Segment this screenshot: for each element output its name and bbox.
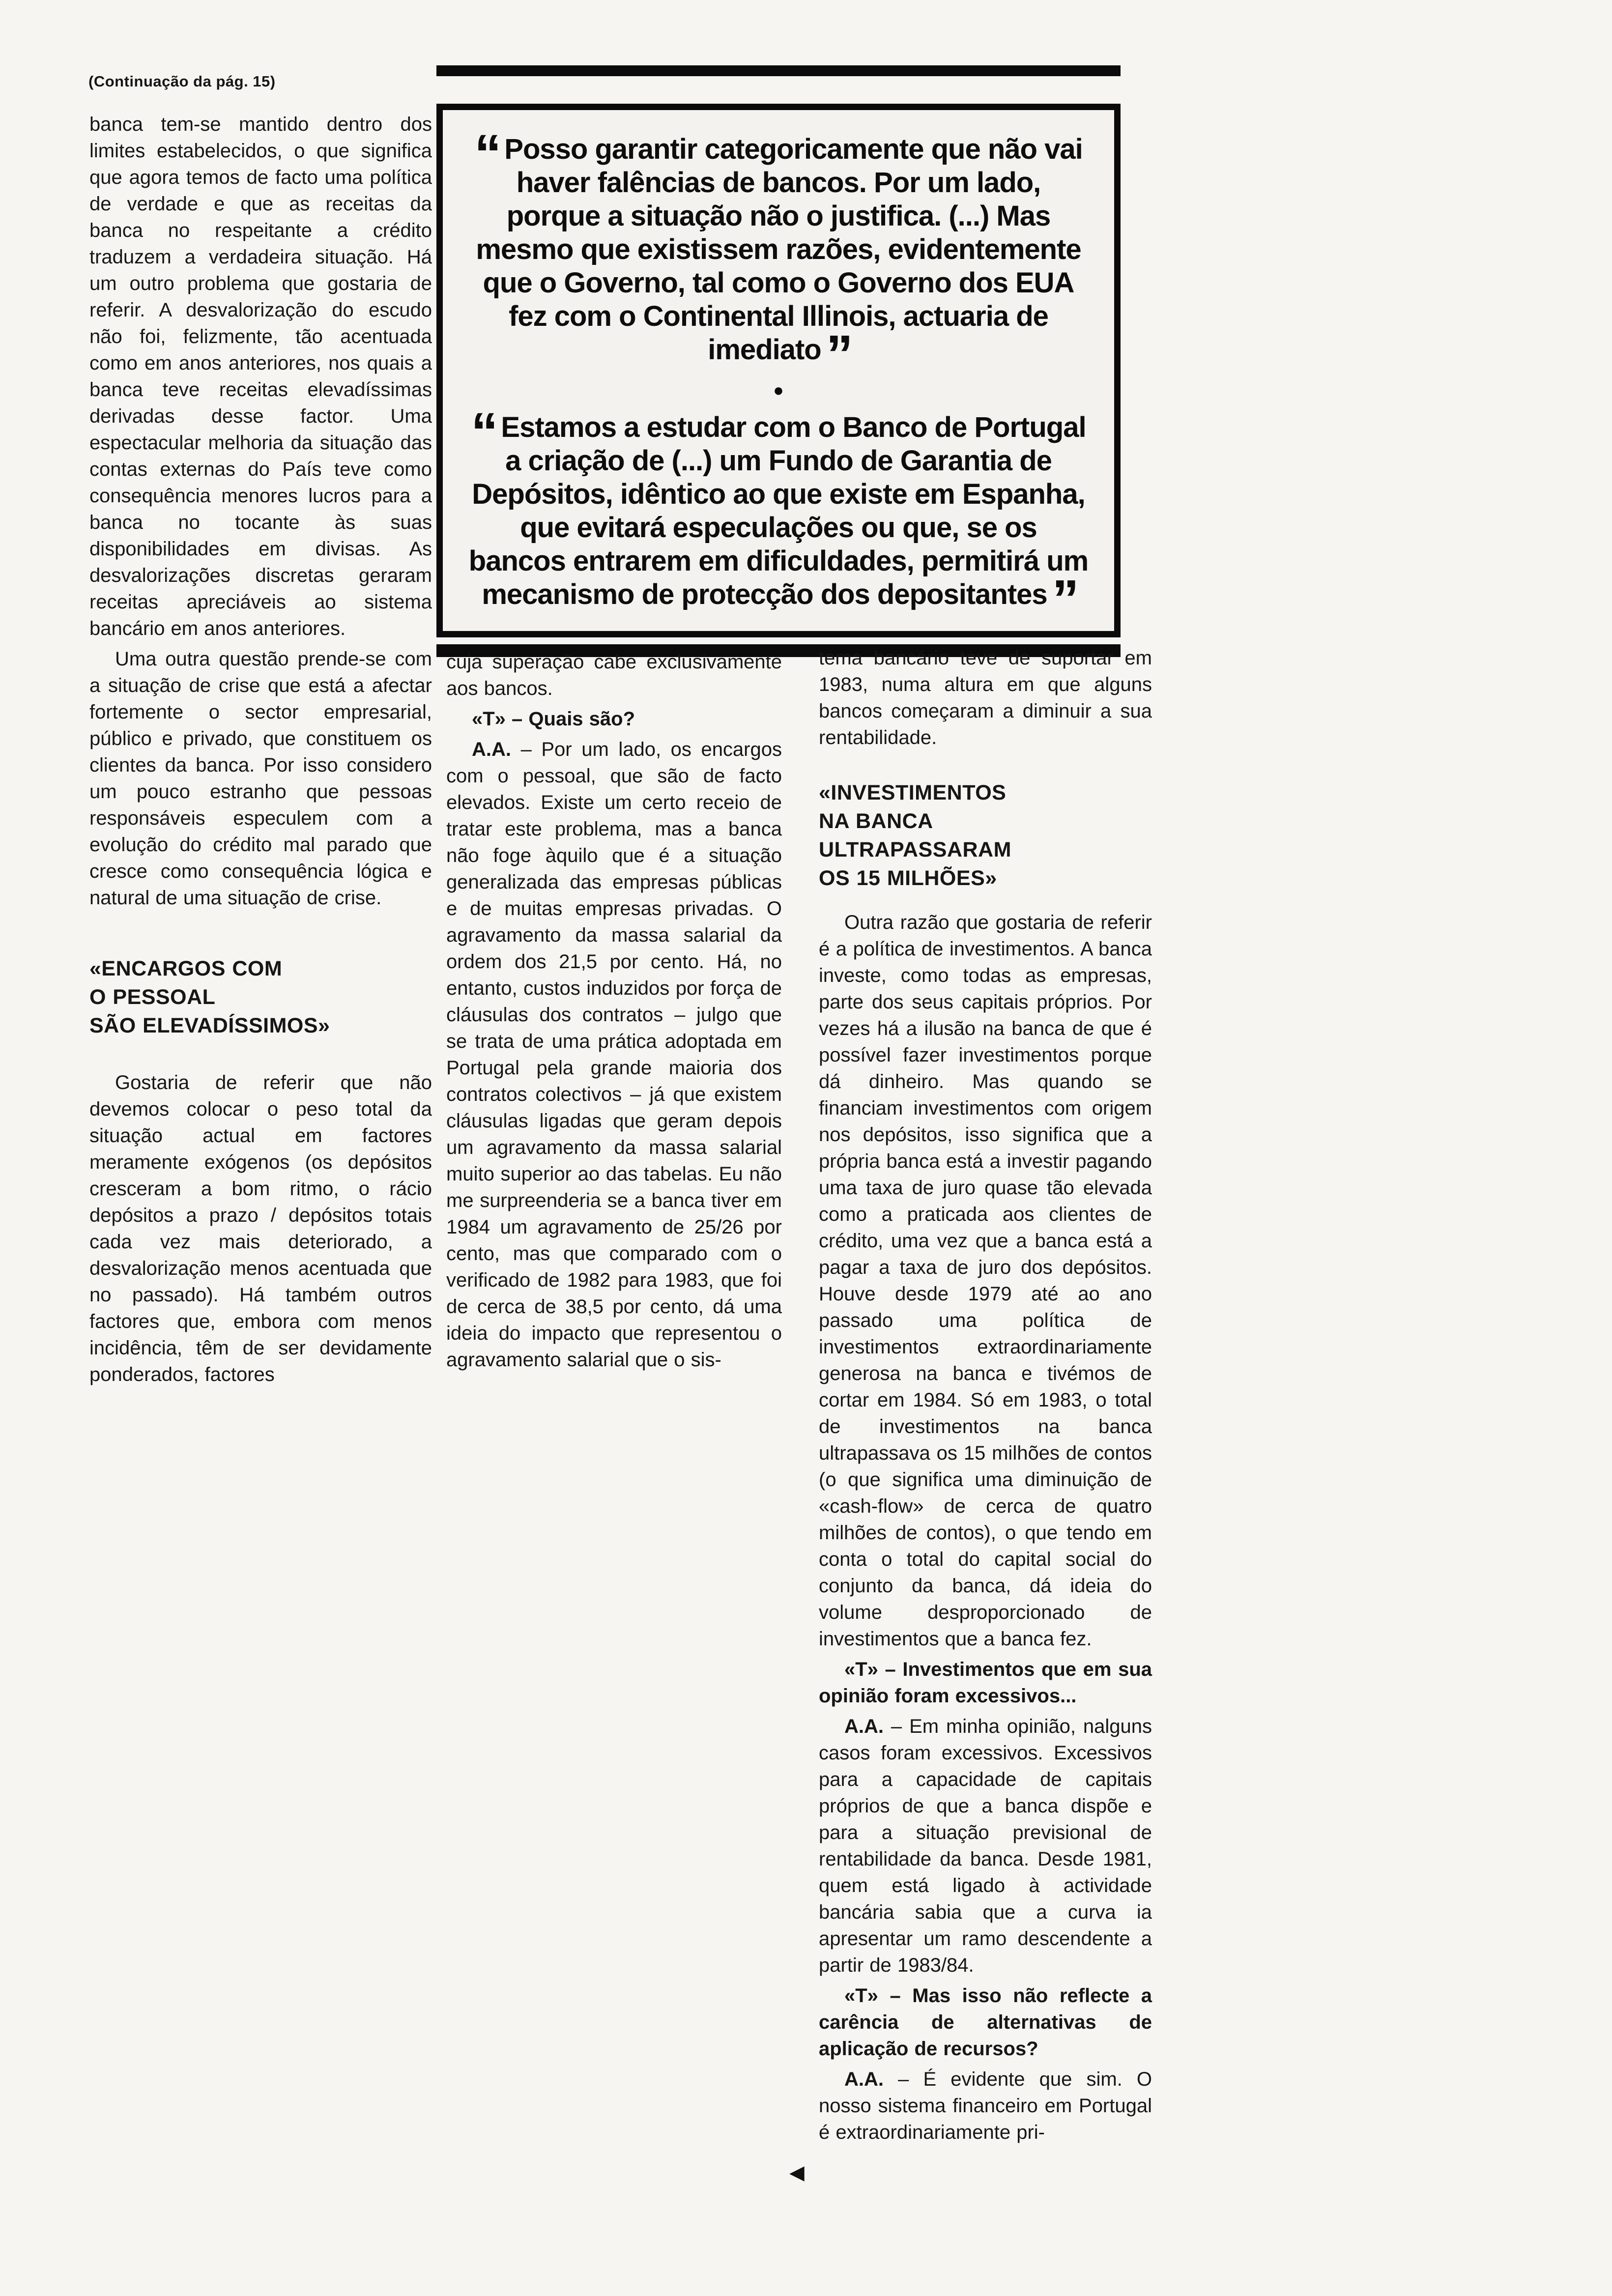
pull-quote-1: [468, 124, 1089, 385]
article-column-1: [89, 111, 432, 1388]
top-rule: [436, 65, 1121, 76]
interview-answer: A.A. – É evidente que sim. O nosso sistema financeiro em Portugal é extraordinariamente pri-: [819, 2068, 1152, 2143]
paragraph: cuja superação cabe exclusivamente aos bancos.: [446, 651, 782, 699]
section-heading: «INVESTIMENTOS NA BANCA ULTRAPASSARAM OS 15 MILHÕES»: [819, 781, 1011, 890]
end-of-article-marker: ◀: [789, 2162, 805, 2183]
speaker-label: A.A.: [844, 2068, 884, 2090]
open-quote-icon: “: [471, 402, 494, 462]
pull-quote-2-text: Estamos a estudar com o Banco de Portugal a criação de (...) um Fundo de Garantia de Depósitos, idêntico ao que existe em Espanha, que evitará especulações ou que, se os bancos entrarem em dificuldades, permitirá um mecanismo de protecção dos depositantes: [468, 411, 1089, 610]
quote-separator-icon: ●: [773, 380, 784, 400]
paragraph: tema bancário teve de suportar em 1983, numa altura em que alguns bancos começaram a diminuir a sua rentabilidade.: [819, 647, 1152, 748]
pull-quote-box: [436, 104, 1121, 637]
continuation-note: (Continuação da pág. 15): [88, 73, 276, 90]
article-column-2: [446, 649, 782, 1373]
paragraph: Uma outra questão prende-se com a situação de crise que está a afectar fortemente o sector empresarial, público e privado, que constituem os clientes da banca. Por isso considero um pouco estranho que pessoas responsáveis especulem com a evolução do crédito mal parado que cresce como consequência lógica e natural de uma situação de crise.: [89, 648, 432, 909]
interview-question: «T» – Investimentos que em sua opinião foram excessivos...: [819, 1659, 1152, 1707]
interview-answer: A.A. – Por um lado, os encargos com o pessoal, que são de facto elevados. Existe um certo receio de tratar este problema, mas a banca não foge àquilo que é a situação generalizada das empresas públicas e de muitas empresas privadas. O agravamento da massa salarial da ordem dos 21,5 por cento. Há, no entanto, custos induzidos por força de cláusulas dos contratos – julgo que se trata de uma prática adoptada em Portugal pela grande maioria dos contratos colectivos – já que existem cláusulas ligadas que geram depois um agravamento da massa salarial muito superior ao das tabelas. Eu não me surpreenderia se a banca tiver em 1984 um agravamento de 25/26 por cento, mas que comparado com o verificado de 1982 para 1983, que foi de cerca de 38,5 por cento, dá uma ideia do impacto que representou o agravamento salarial que o sis-: [446, 739, 782, 1371]
pull-quote-1-text: Posso garantir categoricamente que não vai haver falências de bancos. Por um lado, porque a situação não o justifica. (...) Mas mesmo que existissem razões, evidentemente que o Governo, tal como o Governo dos EUA fez com o Continental Illinois, actuaria de imediato: [476, 133, 1083, 366]
paragraph: Outra razão que gostaria de referir é a política de investimentos. A banca investe, como todas as empresas, parte dos seus capitais próprios. Por vezes há a ilusão na banca de que é possível fazer investimentos porque dá dinheiro. Mas quando se financiam investimentos com origem nos depósitos, isso significa que a própria banca está a investir pagando uma taxa de juro quase tão elevada como a praticada aos clientes de crédito, uma vez que a banca está a pagar a taxa de juro dos depósitos. Houve desde 1979 até ao ano passado uma política de investimentos extraordinariamente generosa na banca e tivémos de cortar em 1984. Só em 1983, o total de investimentos na banca ultrapassava os 15 milhões de contos (o que significa uma diminuição de «cash-flow» de cerca de quatro milhões de contos), o que tendo em conta o total do capital social do conjunto da banca, dá ideia do volume desproporcionado de investimentos que a banca fez.: [819, 912, 1152, 1650]
close-quote-icon: ”: [1052, 569, 1075, 630]
speaker-label: A.A.: [472, 739, 511, 760]
article-column-3: [819, 645, 1152, 2146]
paragraph: Gostaria de referir que não devemos colocar o peso total da situação actual em factores meramente exógenos (os depósitos cresceram a bom ritmo, o rácio depósitos a prazo / depósitos totais cada vez mais deteriorado, a desvalorização menos acentuada que no passado). Há também outros factores que, embora com menos incidência, têm de ser devidamente ponderados, factores: [89, 1072, 432, 1385]
pull-quote-2: [468, 402, 1089, 630]
interview-question: «T» – Mas isso não reflecte a carência de alternativas de aplicação de recursos?: [819, 1985, 1152, 2060]
close-quote-icon: ”: [826, 324, 849, 385]
interview-answer: A.A. – Em minha opinião, nalguns casos foram excessivos. Excessivos para a capacidade de capitais próprios de que a banca dispõe e para a situação previsional de rentabilidade da banca. Desde 1981, quem está ligado à actividade bancária sabia que a curva ia apresentar um ramo descendente a partir de 1983/84.: [819, 1716, 1152, 1976]
pull-quote-area: [436, 65, 1121, 657]
open-quote-icon: “: [474, 124, 498, 184]
paragraph: banca tem-se mantido dentro dos limites estabelecidos, o que significa que agora temos de facto uma política de verdade e que as receitas da banca no respeitante a crédito traduzem a verdadeira situação. Há um outro problema que gostaria de referir. A desvalorização do escudo não foi, felizmente, tão acentuada como em anos anteriores, nos quais a banca teve receitas elevadíssimas derivadas desse factor. Uma espectacular melhoria da situação das contas externas do País teve como consequência menores lucros para a banca no tocante às suas disponibilidades em divisas. As desvalorizações discretas geraram receitas apreciáveis ao sistema bancário em anos anteriores.: [89, 114, 432, 639]
speaker-label: A.A.: [844, 1716, 884, 1737]
interview-question: «T» – Quais são?: [472, 708, 635, 730]
section-heading: «ENCARGOS COM O PESSOAL SÃO ELEVADÍSSIMOS»: [89, 957, 330, 1037]
